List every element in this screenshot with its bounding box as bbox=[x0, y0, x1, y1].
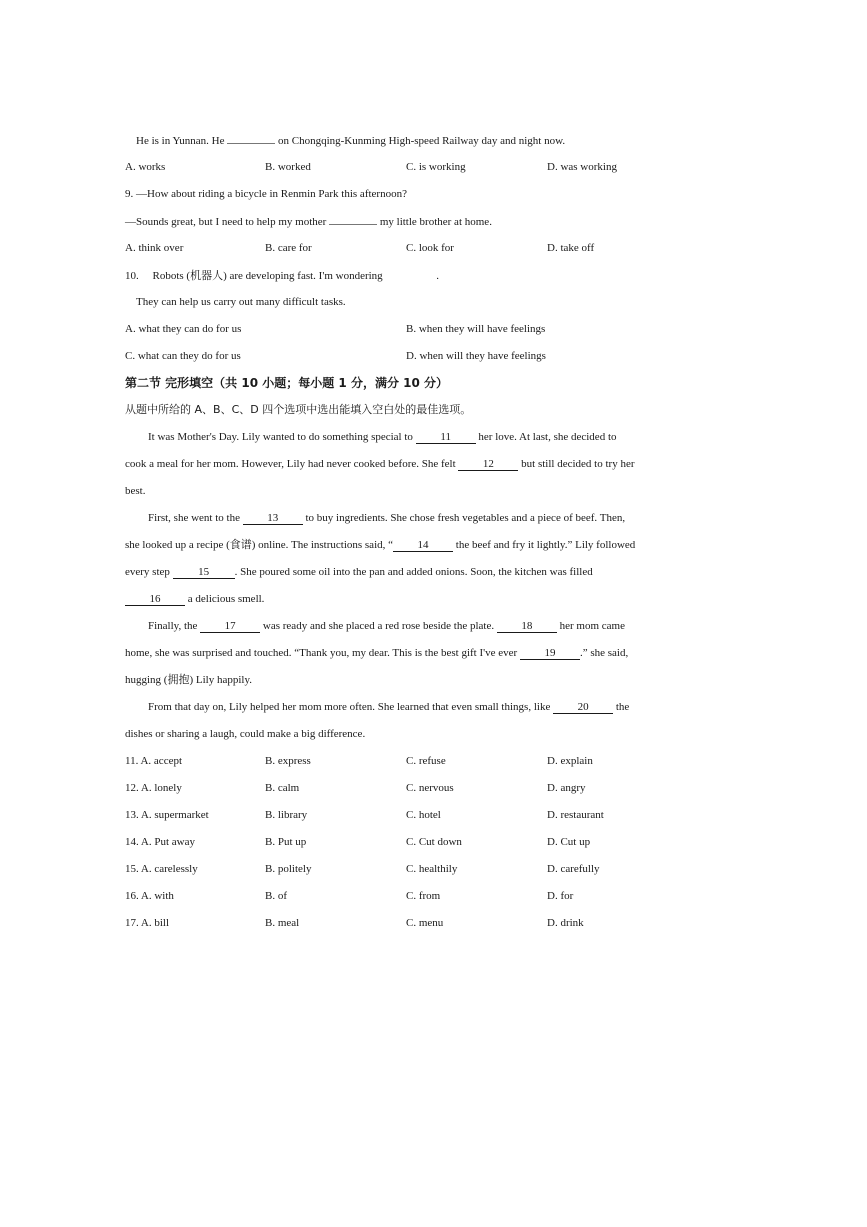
q9-line2-before: —Sounds great, but I need to help my mother bbox=[125, 216, 327, 228]
choice-13-d: D. restaurant bbox=[547, 809, 604, 821]
blank-17: 17 bbox=[200, 620, 260, 633]
q8-option-c: C. is working bbox=[406, 161, 466, 173]
choice-16-a: 16. A. with bbox=[125, 890, 174, 902]
q8-stem-before: He is in Yunnan. He bbox=[136, 135, 225, 147]
q9-option-b: B. care for bbox=[265, 242, 312, 254]
q10-line2: They can help us carry out many difficult tasks. bbox=[136, 296, 346, 308]
passage-text: Finally, the bbox=[148, 620, 198, 632]
q10-line1 bbox=[125, 268, 439, 283]
q10-line1-after: . bbox=[436, 270, 439, 282]
choice-12-d: D. angry bbox=[547, 782, 586, 794]
choice-17-c: C. menu bbox=[406, 917, 444, 929]
passage-text: her mom came bbox=[559, 620, 625, 632]
choice-14-a: 14. A. Put away bbox=[125, 836, 195, 848]
choice-13-a: 13. A. supermarket bbox=[125, 809, 209, 821]
choice-11-c: C. refuse bbox=[406, 755, 446, 767]
choice-15-d: D. carefully bbox=[547, 863, 600, 875]
choice-13-c: C. hotel bbox=[406, 809, 441, 821]
choice-14-c: C. Cut down bbox=[406, 836, 462, 848]
q8-option-a: A. works bbox=[125, 161, 166, 173]
passage-line bbox=[148, 619, 625, 633]
passage-text: to buy ingredients. She chose fresh vegetables and a piece of beef. Then, bbox=[305, 512, 626, 524]
blank-18: 18 bbox=[497, 620, 557, 633]
choice-12-c: C. nervous bbox=[406, 782, 454, 794]
q10-option-a: A. what they can do for us bbox=[125, 323, 242, 335]
passage-line bbox=[125, 592, 264, 606]
passage-text: It was Mother's Day. Lily wanted to do something special to bbox=[148, 431, 413, 443]
q9-option-a: A. think over bbox=[125, 242, 184, 254]
passage-text: .” she said, bbox=[579, 647, 629, 659]
q9-line2 bbox=[125, 214, 492, 229]
blank-14: 14 bbox=[393, 539, 453, 552]
choice-13-b: B. library bbox=[265, 809, 308, 821]
passage-line: dishes or sharing a laugh, could make a big difference. bbox=[125, 728, 366, 740]
blank-20: 20 bbox=[553, 701, 613, 714]
blank-12: 12 bbox=[458, 458, 518, 471]
choice-14-b: B. Put up bbox=[265, 836, 307, 848]
choice-12-b: B. calm bbox=[265, 782, 300, 794]
choice-17-d: D. drink bbox=[547, 917, 584, 929]
choice-14-d: D. Cut up bbox=[547, 836, 591, 848]
blank-11: 11 bbox=[416, 431, 476, 444]
passage-line: best. bbox=[125, 485, 146, 497]
blank-16: 16 bbox=[125, 593, 185, 606]
passage-line bbox=[148, 511, 625, 525]
passage-text: From that day on, Lily helped her mom more often. She learned that even small things, like bbox=[148, 701, 551, 713]
choice-16-d: D. for bbox=[547, 890, 574, 902]
q9-option-c: C. look for bbox=[406, 242, 454, 254]
passage-line bbox=[125, 538, 635, 552]
passage-text: the beef and fry it lightly.” Lily followed bbox=[455, 539, 636, 551]
passage-line bbox=[125, 457, 635, 471]
blank-13: 13 bbox=[243, 512, 303, 525]
choice-16-c: C. from bbox=[406, 890, 441, 902]
choice-11-a: 11. A. accept bbox=[125, 755, 183, 767]
q8-blank bbox=[227, 133, 275, 144]
choice-15-b: B. politely bbox=[265, 863, 312, 875]
q10-option-c: C. what can they do for us bbox=[125, 350, 241, 362]
passage-line bbox=[125, 565, 593, 579]
passage-text: but still decided to try her bbox=[521, 458, 635, 470]
passage-text: home, she was surprised and touched. “Thank you, my dear. This is the best gift I've ever bbox=[125, 647, 518, 659]
q10-option-b: B. when they will have feelings bbox=[406, 323, 546, 335]
blank-19: 19 bbox=[520, 647, 580, 660]
choice-17-b: B. meal bbox=[265, 917, 300, 929]
passage-line bbox=[125, 646, 628, 660]
q10-line1-before: 10. Robots (机器人) are developing fast. I'm wondering bbox=[125, 270, 383, 282]
q9-blank bbox=[329, 214, 377, 225]
passage-line bbox=[148, 430, 617, 444]
section-instruction: 从题中所给的 A、B、C、D 四个选项中选出能填入空白处的最佳选项。 bbox=[125, 403, 472, 416]
passage-text: the bbox=[615, 701, 630, 713]
choice-16-b: B. of bbox=[265, 890, 287, 902]
q8-option-b: B. worked bbox=[265, 161, 311, 173]
passage-text: . She poured some oil into the pan and added onions. Soon, the kitchen was filled bbox=[234, 566, 593, 578]
passage-text: First, she went to the bbox=[148, 512, 240, 524]
section-title: 第二节 完形填空（共 10 小题；每小题 1 分，满分 10 分） bbox=[125, 376, 448, 390]
q9-line1: 9. —How about riding a bicycle in Renmin Park this afternoon? bbox=[125, 188, 407, 200]
q9-line2-after: my little brother at home. bbox=[379, 216, 492, 228]
choice-12-a: 12. A. lonely bbox=[125, 782, 182, 794]
choice-15-a: 15. A. carelessly bbox=[125, 863, 198, 875]
passage-text: was ready and she placed a red rose beside the plate. bbox=[262, 620, 495, 632]
passage-text: a delicious smell. bbox=[187, 593, 265, 605]
passage-text: cook a meal for her mom. However, Lily had never cooked before. She felt bbox=[125, 458, 456, 470]
q9-option-d: D. take off bbox=[547, 242, 595, 254]
passage-text: every step bbox=[125, 566, 170, 578]
q8-option-d: D. was working bbox=[547, 161, 617, 173]
choice-15-c: C. healthily bbox=[406, 863, 458, 875]
q10-blank bbox=[385, 268, 433, 279]
passage-line: hugging (拥抱) Lily happily. bbox=[125, 674, 252, 686]
choice-11-d: D. explain bbox=[547, 755, 593, 767]
choice-17-a: 17. A. bill bbox=[125, 917, 170, 929]
q8-stem bbox=[136, 133, 565, 148]
passage-text: her love. At last, she decided to bbox=[478, 431, 617, 443]
passage-text: she looked up a recipe (食谱) online. The instructions said, “ bbox=[125, 539, 394, 551]
choice-11-b: B. express bbox=[265, 755, 311, 767]
passage-line bbox=[148, 700, 629, 714]
q10-option-d: D. when will they have feelings bbox=[406, 350, 546, 362]
blank-15: 15 bbox=[173, 566, 235, 579]
q8-stem-after: on Chongqing-Kunming High-speed Railway day and night now. bbox=[278, 135, 566, 147]
